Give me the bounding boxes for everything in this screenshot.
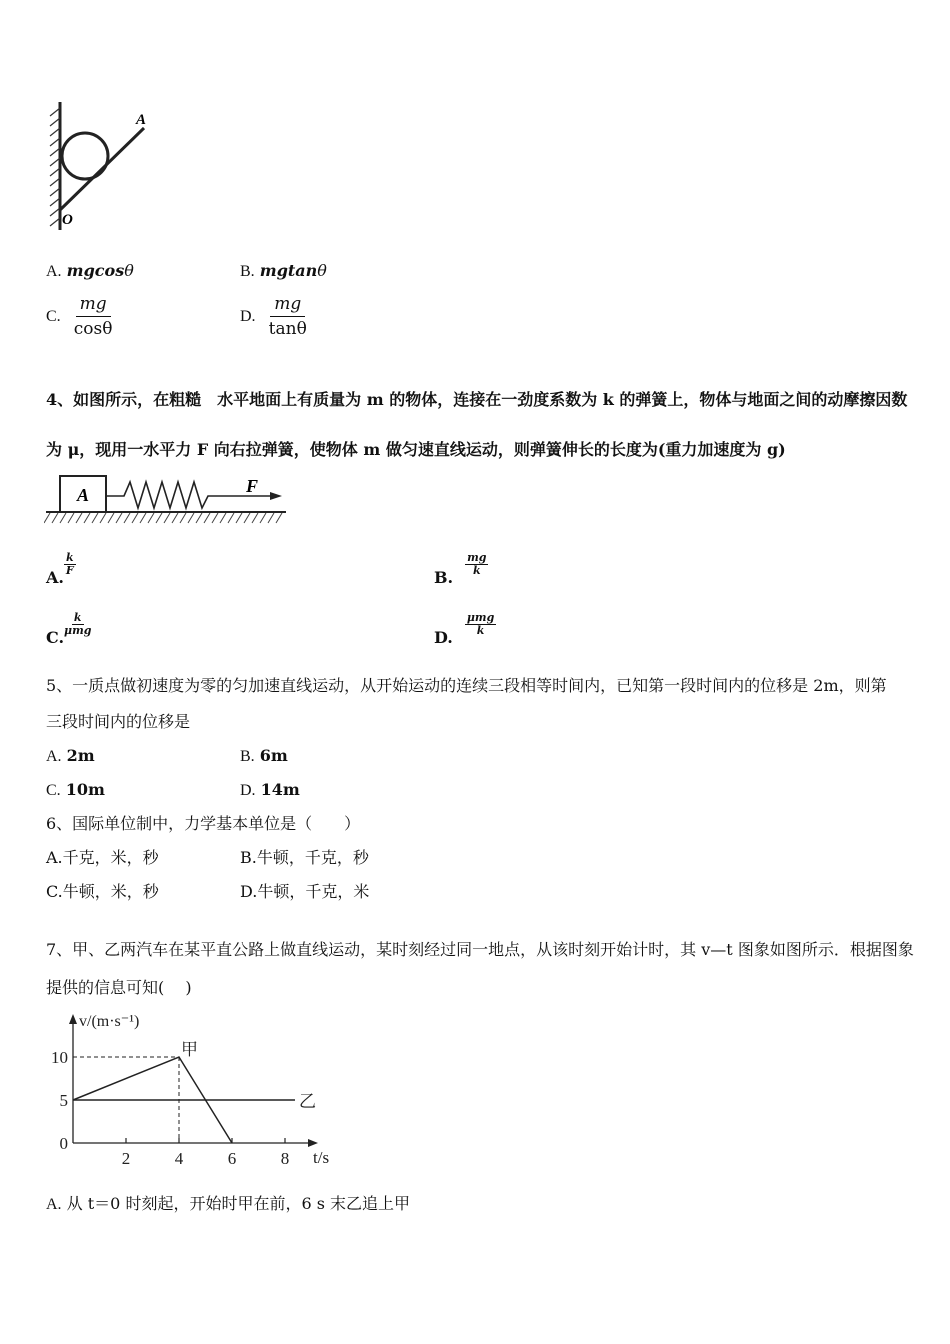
q4-option-d[interactable] bbox=[434, 612, 496, 648]
small-fraction bbox=[465, 552, 488, 577]
spring-block-figure bbox=[44, 470, 294, 526]
small-fraction bbox=[465, 612, 496, 637]
option-label: D. bbox=[434, 628, 453, 647]
q4-stem-line2: 为 μ，现用一水平力 F 向右拉弹簧，使物体 m 做匀速直线运动，则弹簧伸长的长度为(重力加速度为 g) bbox=[46, 440, 786, 459]
denominator: k bbox=[476, 624, 485, 637]
x-tick-label: 2 bbox=[121, 1149, 131, 1168]
option-label: A. bbox=[46, 568, 64, 587]
q3-option-b[interactable] bbox=[240, 261, 327, 282]
chart-labels bbox=[51, 1013, 329, 1168]
x-tick-label: 4 bbox=[174, 1149, 184, 1168]
x-axis-arrow bbox=[308, 1139, 318, 1147]
option-text: 6m bbox=[259, 746, 288, 765]
q7-stem-line2: 提供的信息可知( ) bbox=[46, 978, 192, 997]
block-label: A bbox=[77, 485, 90, 505]
vt-chart bbox=[40, 1008, 340, 1173]
q5-option-c[interactable] bbox=[46, 780, 105, 801]
denominator: k bbox=[472, 564, 481, 577]
option-label: C. bbox=[46, 308, 61, 325]
q3-option-a[interactable] bbox=[46, 261, 134, 282]
q6-option-d[interactable]: D.牛顿，千克，米 bbox=[240, 882, 370, 901]
fraction bbox=[74, 294, 113, 339]
fraction bbox=[269, 294, 307, 339]
option-label: A. bbox=[46, 748, 62, 765]
option-text: 10m bbox=[65, 780, 105, 799]
denominator: F bbox=[65, 564, 74, 577]
q6-option-a[interactable]: A.千克，米，秒 bbox=[46, 848, 159, 867]
option-label: B. bbox=[240, 263, 255, 280]
option-text: mgcos bbox=[66, 261, 125, 280]
denominator: cosθ bbox=[73, 319, 113, 339]
option-label: D. bbox=[240, 782, 256, 799]
y-tick-label: 10 bbox=[51, 1048, 68, 1067]
y-tick-label: 0 bbox=[59, 1134, 68, 1153]
numerator: k bbox=[73, 611, 82, 624]
option-label: A. bbox=[46, 263, 62, 280]
numerator: mg bbox=[467, 551, 487, 564]
numerator: mg bbox=[76, 294, 111, 317]
q4-stem-line1: 4、如图所示，在粗糙 水平地面上有质量为 m 的物体，连接在一劲度系数为 k 的弹簧上，物体与地面之间的动摩擦因数 bbox=[46, 390, 908, 409]
small-fraction bbox=[64, 552, 76, 577]
q5-stem-line1: 5、一质点做初速度为零的匀加速直线运动，从开始运动的连续三段相等时间内，已知第一段时间内的位移是 2m，则第 bbox=[46, 676, 887, 695]
numerator: mg bbox=[270, 294, 305, 317]
y-tick-label: 5 bbox=[59, 1091, 68, 1110]
series-name-1: 甲 bbox=[181, 1040, 198, 1059]
option-label: A. bbox=[46, 1196, 62, 1213]
option-label: C. bbox=[46, 782, 61, 799]
q4-option-a[interactable] bbox=[46, 552, 76, 588]
theta-symbol: θ bbox=[124, 261, 134, 280]
series-name-2: 乙 bbox=[299, 1092, 316, 1111]
numerator: μmg bbox=[466, 611, 495, 624]
y-axis-arrow bbox=[69, 1014, 77, 1024]
q4-option-b[interactable] bbox=[434, 552, 488, 588]
option-label: D. bbox=[240, 308, 256, 325]
x-tick-label: 8 bbox=[280, 1149, 290, 1168]
q6-option-b[interactable]: B.牛顿，千克，秒 bbox=[240, 848, 369, 867]
theta-symbol: θ bbox=[317, 261, 327, 280]
option-label: B. bbox=[240, 748, 255, 765]
q6-stem: 6、国际单位制中，力学基本单位是（ ） bbox=[46, 814, 361, 833]
q6-option-c[interactable]: C.牛顿，米，秒 bbox=[46, 882, 159, 901]
option-text: 14m bbox=[260, 780, 300, 799]
q5-option-d[interactable] bbox=[240, 780, 300, 801]
chart-lines bbox=[73, 1057, 295, 1143]
label-a: A bbox=[136, 112, 147, 128]
y-axis-label: v/(m·s⁻¹) bbox=[79, 1013, 140, 1030]
q7-stem-line1: 7、甲、乙两汽车在某平直公路上做直线运动，某时刻经过同一地点，从该时刻开始计时，其 v—t 图象如图所示．根据图象 bbox=[46, 940, 914, 959]
option-text: 2m bbox=[66, 746, 95, 765]
small-fraction bbox=[64, 612, 91, 637]
q3-option-d[interactable] bbox=[240, 294, 307, 339]
x-tick-label: 6 bbox=[227, 1149, 237, 1168]
option-label: C. bbox=[46, 628, 65, 647]
force-label: F bbox=[246, 476, 259, 496]
label-o: O bbox=[62, 212, 73, 228]
option-text: mgtan bbox=[259, 261, 318, 280]
q5-option-a[interactable] bbox=[46, 746, 95, 767]
denominator: μmg bbox=[64, 624, 92, 637]
q7-option-a[interactable] bbox=[46, 1194, 410, 1215]
denominator: tanθ bbox=[268, 319, 307, 339]
option-label: B. bbox=[434, 568, 454, 587]
option-text: 从 t＝0 时刻起，开始时甲在前，6 s 末乙追上甲 bbox=[66, 1194, 411, 1213]
x-axis-label: t/s bbox=[313, 1148, 330, 1167]
wall-ball-figure bbox=[40, 98, 160, 238]
numerator: k bbox=[65, 551, 74, 564]
q4-option-c[interactable] bbox=[46, 612, 91, 648]
q5-option-b[interactable] bbox=[240, 746, 288, 767]
q3-option-c[interactable] bbox=[46, 294, 112, 339]
q5-stem-line2: 三段时间内的位移是 bbox=[46, 712, 191, 731]
